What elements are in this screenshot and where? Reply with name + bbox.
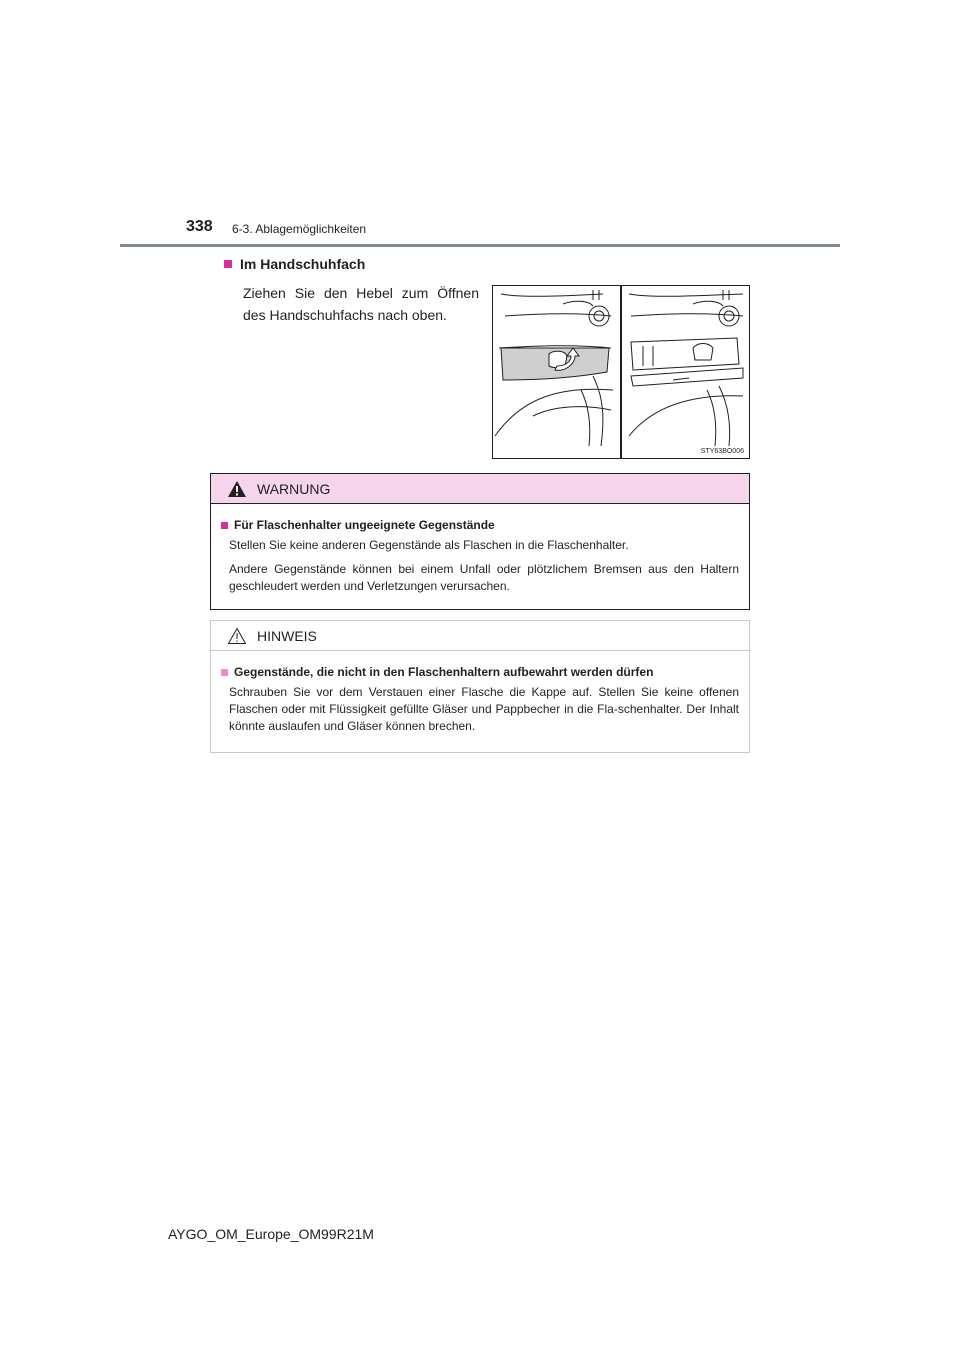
figure-code: STY63BO006 xyxy=(700,448,744,455)
warning-paragraph: Stellen Sie keine anderen Gegenstände als Flaschen in die Flaschenhalter. xyxy=(229,538,629,552)
page-number: 338 xyxy=(186,218,213,235)
section-title: 6-3. Ablagemöglichkeiten xyxy=(232,222,367,236)
warning-box xyxy=(210,473,750,610)
section-heading-text: Im Handschuhfach xyxy=(240,256,366,272)
warning-title: WARNUNG xyxy=(257,480,331,497)
header-rule xyxy=(120,244,840,247)
warning-triangle-icon xyxy=(227,480,247,498)
notice-item-title xyxy=(221,664,739,681)
warning-header xyxy=(211,474,749,504)
instruction-text: Ziehen Sie den Hebel zum Öffnen des Handschuhfachs nach oben. xyxy=(243,285,479,323)
notice-title: HINWEIS xyxy=(257,627,317,644)
caution-triangle-icon xyxy=(227,627,247,645)
glovebox-drawing xyxy=(493,286,749,458)
warning-paragraph: Andere Gegenstände können bei einem Unfall oder plötzlichem Bremsen aus den Haltern geschleudert werden und Verletzungen verursachen. xyxy=(229,562,739,593)
section-heading xyxy=(224,256,365,272)
document-id: AYGO_OM_Europe_OM99R21M xyxy=(168,1226,374,1242)
notice-box xyxy=(210,620,750,753)
notice-paragraph: Schrauben Sie vor dem Verstauen einer Flasche die Kappe auf. Stellen Sie keine offenen Flaschen oder mit Flüssigkeit gefüllte Gläser und Pappbecher in die Fla-schenhalter. Der Inhalt könnte auslaufen und Gläser können brechen. xyxy=(229,685,739,733)
warning-item-title xyxy=(221,517,739,534)
notice-header xyxy=(211,621,749,651)
warning-item-title-text: Für Flaschenhalter ungeeignete Gegenstände xyxy=(234,518,495,532)
square-bullet-icon xyxy=(221,522,228,529)
square-bullet-icon xyxy=(221,669,228,676)
notice-item-title-text: Gegenstände, die nicht in den Flaschenhaltern aufbewahrt werden dürfen xyxy=(234,665,654,679)
square-bullet-icon xyxy=(224,260,232,268)
glovebox-illustration xyxy=(492,285,750,459)
